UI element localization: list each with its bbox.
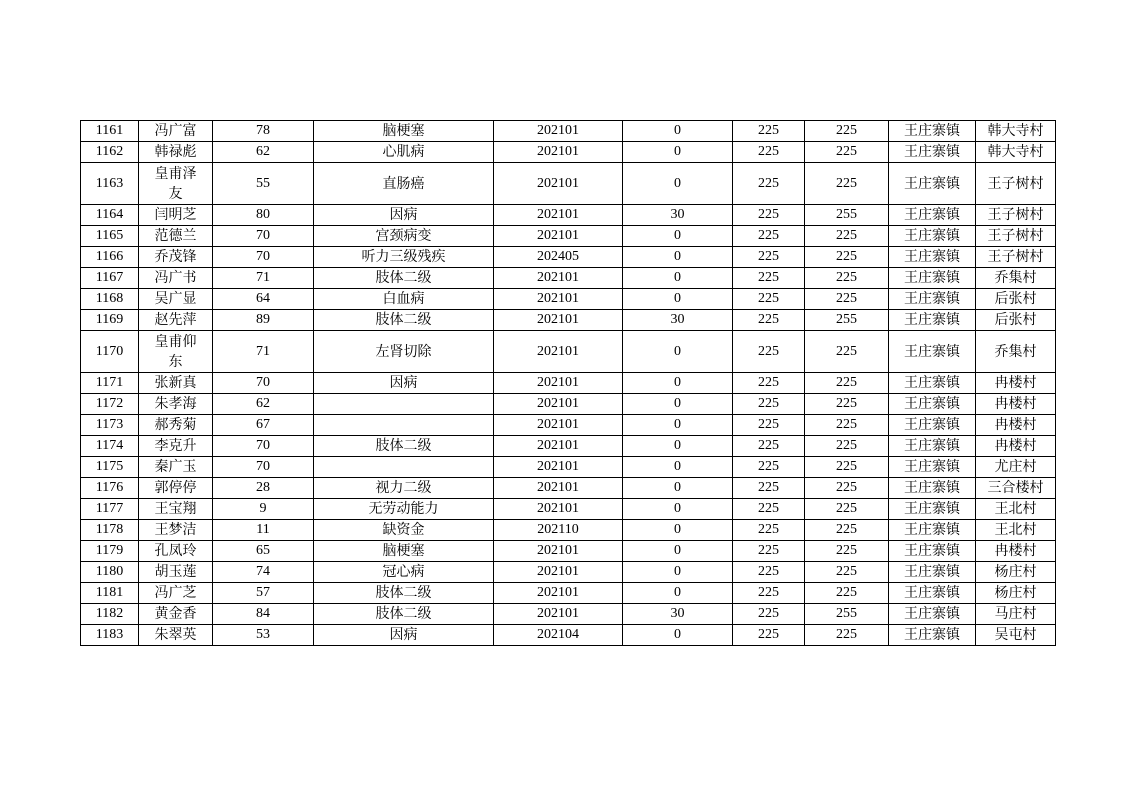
cell-base-amount: 225 — [733, 625, 805, 646]
cell-village: 冉楼村 — [976, 394, 1056, 415]
cell-start-month: 202101 — [494, 331, 623, 373]
cell-village: 乔集村 — [976, 331, 1056, 373]
table-row — [81, 373, 1056, 394]
cell-town: 王庄寨镇 — [889, 583, 976, 604]
cell-base-amount: 225 — [733, 436, 805, 457]
cell-person-name: 王宝翔 — [139, 499, 213, 520]
cell-start-month: 202104 — [494, 625, 623, 646]
cell-start-month: 202101 — [494, 457, 623, 478]
cell-reason: 白血病 — [314, 289, 494, 310]
cell-row-id: 1177 — [81, 499, 139, 520]
cell-extra-amount: 0 — [623, 142, 733, 163]
cell-town: 王庄寨镇 — [889, 457, 976, 478]
cell-total-amount: 225 — [805, 562, 889, 583]
table-row — [81, 205, 1056, 226]
cell-extra-amount: 0 — [623, 373, 733, 394]
cell-town: 王庄寨镇 — [889, 394, 976, 415]
cell-start-month: 202405 — [494, 247, 623, 268]
cell-age: 11 — [213, 520, 314, 541]
cell-row-id: 1175 — [81, 457, 139, 478]
cell-total-amount: 225 — [805, 457, 889, 478]
cell-start-month: 202101 — [494, 478, 623, 499]
cell-age: 70 — [213, 247, 314, 268]
cell-extra-amount: 30 — [623, 310, 733, 331]
cell-start-month: 202101 — [494, 499, 623, 520]
cell-person-name: 冯广书 — [139, 268, 213, 289]
cell-village: 王北村 — [976, 499, 1056, 520]
cell-town: 王庄寨镇 — [889, 247, 976, 268]
cell-total-amount: 225 — [805, 247, 889, 268]
cell-start-month: 202101 — [494, 142, 623, 163]
cell-town: 王庄寨镇 — [889, 520, 976, 541]
cell-base-amount: 225 — [733, 415, 805, 436]
cell-base-amount: 225 — [733, 268, 805, 289]
cell-row-id: 1170 — [81, 331, 139, 373]
table-row — [81, 604, 1056, 625]
table-row — [81, 583, 1056, 604]
cell-village: 后张村 — [976, 310, 1056, 331]
cell-village: 韩大寺村 — [976, 142, 1056, 163]
cell-start-month: 202101 — [494, 121, 623, 142]
cell-age: 70 — [213, 373, 314, 394]
cell-age: 71 — [213, 268, 314, 289]
cell-reason: 冠心病 — [314, 562, 494, 583]
cell-base-amount: 225 — [733, 394, 805, 415]
table-row — [81, 457, 1056, 478]
cell-town: 王庄寨镇 — [889, 121, 976, 142]
cell-reason: 无劳动能力 — [314, 499, 494, 520]
cell-reason — [314, 394, 494, 415]
cell-person-name: 范德兰 — [139, 226, 213, 247]
cell-town: 王庄寨镇 — [889, 625, 976, 646]
table-row — [81, 310, 1056, 331]
cell-person-name: 李克升 — [139, 436, 213, 457]
cell-start-month: 202101 — [494, 289, 623, 310]
cell-start-month: 202101 — [494, 310, 623, 331]
cell-reason: 心肌病 — [314, 142, 494, 163]
cell-reason: 脑梗塞 — [314, 541, 494, 562]
cell-total-amount: 225 — [805, 373, 889, 394]
cell-row-id: 1163 — [81, 163, 139, 205]
cell-town: 王庄寨镇 — [889, 436, 976, 457]
table-row — [81, 226, 1056, 247]
cell-base-amount: 225 — [733, 142, 805, 163]
record-table — [80, 120, 1056, 646]
cell-start-month: 202101 — [494, 268, 623, 289]
cell-village: 韩大寺村 — [976, 121, 1056, 142]
cell-base-amount: 225 — [733, 562, 805, 583]
cell-town: 王庄寨镇 — [889, 331, 976, 373]
table-row — [81, 289, 1056, 310]
cell-person-name: 孔凤玲 — [139, 541, 213, 562]
cell-town: 王庄寨镇 — [889, 289, 976, 310]
cell-total-amount: 255 — [805, 604, 889, 625]
cell-start-month: 202101 — [494, 604, 623, 625]
cell-extra-amount: 0 — [623, 583, 733, 604]
cell-village: 王子树村 — [976, 163, 1056, 205]
cell-base-amount: 225 — [733, 121, 805, 142]
cell-reason: 宫颈病变 — [314, 226, 494, 247]
cell-row-id: 1167 — [81, 268, 139, 289]
table-row — [81, 520, 1056, 541]
cell-age: 62 — [213, 394, 314, 415]
cell-reason: 肢体二级 — [314, 436, 494, 457]
cell-total-amount: 225 — [805, 121, 889, 142]
table-row — [81, 436, 1056, 457]
cell-age: 70 — [213, 457, 314, 478]
cell-row-id: 1166 — [81, 247, 139, 268]
table-row — [81, 163, 1056, 205]
table-row — [81, 142, 1056, 163]
cell-start-month: 202101 — [494, 226, 623, 247]
cell-start-month: 202101 — [494, 205, 623, 226]
cell-age: 9 — [213, 499, 314, 520]
cell-base-amount: 225 — [733, 373, 805, 394]
cell-base-amount: 225 — [733, 226, 805, 247]
cell-reason: 听力三级残疾 — [314, 247, 494, 268]
cell-age: 74 — [213, 562, 314, 583]
cell-village: 乔集村 — [976, 268, 1056, 289]
cell-person-name: 乔茂锋 — [139, 247, 213, 268]
cell-person-name: 皇甫泽友 — [139, 163, 213, 205]
cell-row-id: 1178 — [81, 520, 139, 541]
cell-reason: 因病 — [314, 205, 494, 226]
cell-extra-amount: 0 — [623, 457, 733, 478]
cell-person-name: 郭停停 — [139, 478, 213, 499]
cell-base-amount: 225 — [733, 541, 805, 562]
cell-age: 55 — [213, 163, 314, 205]
cell-row-id: 1161 — [81, 121, 139, 142]
cell-reason: 肢体二级 — [314, 310, 494, 331]
cell-total-amount: 225 — [805, 289, 889, 310]
cell-base-amount: 225 — [733, 499, 805, 520]
cell-total-amount: 225 — [805, 436, 889, 457]
cell-age: 70 — [213, 436, 314, 457]
cell-town: 王庄寨镇 — [889, 562, 976, 583]
cell-row-id: 1183 — [81, 625, 139, 646]
cell-base-amount: 225 — [733, 331, 805, 373]
cell-town: 王庄寨镇 — [889, 415, 976, 436]
cell-extra-amount: 0 — [623, 226, 733, 247]
cell-total-amount: 255 — [805, 310, 889, 331]
cell-reason — [314, 415, 494, 436]
cell-total-amount: 225 — [805, 268, 889, 289]
cell-person-name: 冯广富 — [139, 121, 213, 142]
table-row — [81, 478, 1056, 499]
cell-extra-amount: 0 — [623, 268, 733, 289]
cell-village: 冉楼村 — [976, 541, 1056, 562]
cell-village: 冉楼村 — [976, 415, 1056, 436]
cell-age: 65 — [213, 541, 314, 562]
cell-row-id: 1174 — [81, 436, 139, 457]
cell-base-amount: 225 — [733, 604, 805, 625]
cell-reason: 缺资金 — [314, 520, 494, 541]
table-row — [81, 541, 1056, 562]
cell-village: 杨庄村 — [976, 583, 1056, 604]
cell-total-amount: 225 — [805, 163, 889, 205]
cell-age: 28 — [213, 478, 314, 499]
cell-reason: 直肠癌 — [314, 163, 494, 205]
table-body — [81, 121, 1056, 646]
cell-extra-amount: 0 — [623, 625, 733, 646]
cell-total-amount: 225 — [805, 499, 889, 520]
cell-village: 王子树村 — [976, 247, 1056, 268]
cell-village: 冉楼村 — [976, 373, 1056, 394]
cell-age: 64 — [213, 289, 314, 310]
cell-row-id: 1165 — [81, 226, 139, 247]
cell-village: 后张村 — [976, 289, 1056, 310]
cell-village: 马庄村 — [976, 604, 1056, 625]
cell-start-month: 202101 — [494, 436, 623, 457]
cell-village: 王子树村 — [976, 205, 1056, 226]
cell-base-amount: 225 — [733, 478, 805, 499]
cell-age: 62 — [213, 142, 314, 163]
cell-base-amount: 225 — [733, 457, 805, 478]
table-row — [81, 331, 1056, 373]
cell-person-name: 皇甫仰东 — [139, 331, 213, 373]
cell-person-name: 赵先萍 — [139, 310, 213, 331]
cell-row-id: 1179 — [81, 541, 139, 562]
cell-base-amount: 225 — [733, 583, 805, 604]
cell-person-name: 张新真 — [139, 373, 213, 394]
cell-village: 三合楼村 — [976, 478, 1056, 499]
cell-base-amount: 225 — [733, 310, 805, 331]
table-row — [81, 562, 1056, 583]
cell-base-amount: 225 — [733, 163, 805, 205]
cell-reason: 脑梗塞 — [314, 121, 494, 142]
cell-extra-amount: 0 — [623, 541, 733, 562]
cell-town: 王庄寨镇 — [889, 205, 976, 226]
cell-total-amount: 225 — [805, 394, 889, 415]
cell-extra-amount: 0 — [623, 163, 733, 205]
cell-town: 王庄寨镇 — [889, 268, 976, 289]
cell-extra-amount: 0 — [623, 415, 733, 436]
cell-total-amount: 225 — [805, 541, 889, 562]
cell-total-amount: 225 — [805, 142, 889, 163]
cell-village: 王北村 — [976, 520, 1056, 541]
cell-start-month: 202101 — [494, 583, 623, 604]
cell-extra-amount: 0 — [623, 499, 733, 520]
cell-age: 89 — [213, 310, 314, 331]
cell-town: 王庄寨镇 — [889, 478, 976, 499]
table-row — [81, 268, 1056, 289]
cell-person-name: 秦广玉 — [139, 457, 213, 478]
cell-base-amount: 225 — [733, 520, 805, 541]
cell-person-name: 冯广芝 — [139, 583, 213, 604]
cell-village: 冉楼村 — [976, 436, 1056, 457]
cell-extra-amount: 0 — [623, 478, 733, 499]
cell-row-id: 1180 — [81, 562, 139, 583]
cell-extra-amount: 30 — [623, 604, 733, 625]
cell-town: 王庄寨镇 — [889, 541, 976, 562]
cell-start-month: 202101 — [494, 541, 623, 562]
cell-row-id: 1172 — [81, 394, 139, 415]
cell-extra-amount: 0 — [623, 520, 733, 541]
cell-total-amount: 225 — [805, 415, 889, 436]
cell-row-id: 1171 — [81, 373, 139, 394]
cell-village: 尤庄村 — [976, 457, 1056, 478]
cell-reason: 肢体二级 — [314, 268, 494, 289]
cell-reason: 因病 — [314, 625, 494, 646]
cell-row-id: 1168 — [81, 289, 139, 310]
cell-extra-amount: 0 — [623, 436, 733, 457]
cell-extra-amount: 0 — [623, 331, 733, 373]
cell-town: 王庄寨镇 — [889, 499, 976, 520]
cell-person-name: 胡玉莲 — [139, 562, 213, 583]
table-row — [81, 499, 1056, 520]
cell-row-id: 1173 — [81, 415, 139, 436]
cell-age: 71 — [213, 331, 314, 373]
cell-total-amount: 225 — [805, 478, 889, 499]
cell-total-amount: 225 — [805, 583, 889, 604]
cell-age: 57 — [213, 583, 314, 604]
table-row — [81, 121, 1056, 142]
cell-age: 78 — [213, 121, 314, 142]
cell-start-month: 202101 — [494, 562, 623, 583]
cell-person-name: 王梦洁 — [139, 520, 213, 541]
cell-start-month: 202101 — [494, 415, 623, 436]
cell-age: 67 — [213, 415, 314, 436]
cell-town: 王庄寨镇 — [889, 142, 976, 163]
cell-village: 杨庄村 — [976, 562, 1056, 583]
cell-base-amount: 225 — [733, 205, 805, 226]
cell-person-name: 闫明芝 — [139, 205, 213, 226]
cell-base-amount: 225 — [733, 247, 805, 268]
cell-reason: 因病 — [314, 373, 494, 394]
cell-row-id: 1162 — [81, 142, 139, 163]
cell-age: 53 — [213, 625, 314, 646]
cell-person-name: 吴广显 — [139, 289, 213, 310]
cell-town: 王庄寨镇 — [889, 604, 976, 625]
cell-row-id: 1164 — [81, 205, 139, 226]
cell-reason: 肢体二级 — [314, 604, 494, 625]
cell-person-name: 朱翠英 — [139, 625, 213, 646]
cell-row-id: 1176 — [81, 478, 139, 499]
cell-person-name: 郝秀菊 — [139, 415, 213, 436]
cell-person-name: 黄金香 — [139, 604, 213, 625]
cell-total-amount: 225 — [805, 625, 889, 646]
cell-total-amount: 255 — [805, 205, 889, 226]
cell-extra-amount: 0 — [623, 289, 733, 310]
cell-start-month: 202101 — [494, 163, 623, 205]
cell-row-id: 1182 — [81, 604, 139, 625]
cell-total-amount: 225 — [805, 520, 889, 541]
cell-extra-amount: 30 — [623, 205, 733, 226]
cell-reason: 视力二级 — [314, 478, 494, 499]
cell-town: 王庄寨镇 — [889, 226, 976, 247]
cell-reason: 左肾切除 — [314, 331, 494, 373]
table-row — [81, 247, 1056, 268]
cell-village: 吴屯村 — [976, 625, 1056, 646]
cell-row-id: 1181 — [81, 583, 139, 604]
cell-start-month: 202110 — [494, 520, 623, 541]
cell-reason — [314, 457, 494, 478]
cell-total-amount: 225 — [805, 331, 889, 373]
cell-town: 王庄寨镇 — [889, 163, 976, 205]
cell-village: 王子树村 — [976, 226, 1056, 247]
cell-start-month: 202101 — [494, 394, 623, 415]
cell-total-amount: 225 — [805, 226, 889, 247]
cell-extra-amount: 0 — [623, 562, 733, 583]
cell-person-name: 韩禄彪 — [139, 142, 213, 163]
cell-extra-amount: 0 — [623, 394, 733, 415]
cell-person-name: 朱孝海 — [139, 394, 213, 415]
cell-base-amount: 225 — [733, 289, 805, 310]
cell-reason: 肢体二级 — [314, 583, 494, 604]
cell-town: 王庄寨镇 — [889, 310, 976, 331]
cell-age: 80 — [213, 205, 314, 226]
cell-row-id: 1169 — [81, 310, 139, 331]
cell-extra-amount: 0 — [623, 121, 733, 142]
cell-start-month: 202101 — [494, 373, 623, 394]
table-row — [81, 394, 1056, 415]
cell-town: 王庄寨镇 — [889, 373, 976, 394]
cell-age: 84 — [213, 604, 314, 625]
cell-extra-amount: 0 — [623, 247, 733, 268]
cell-age: 70 — [213, 226, 314, 247]
table-row — [81, 625, 1056, 646]
table-row — [81, 415, 1056, 436]
